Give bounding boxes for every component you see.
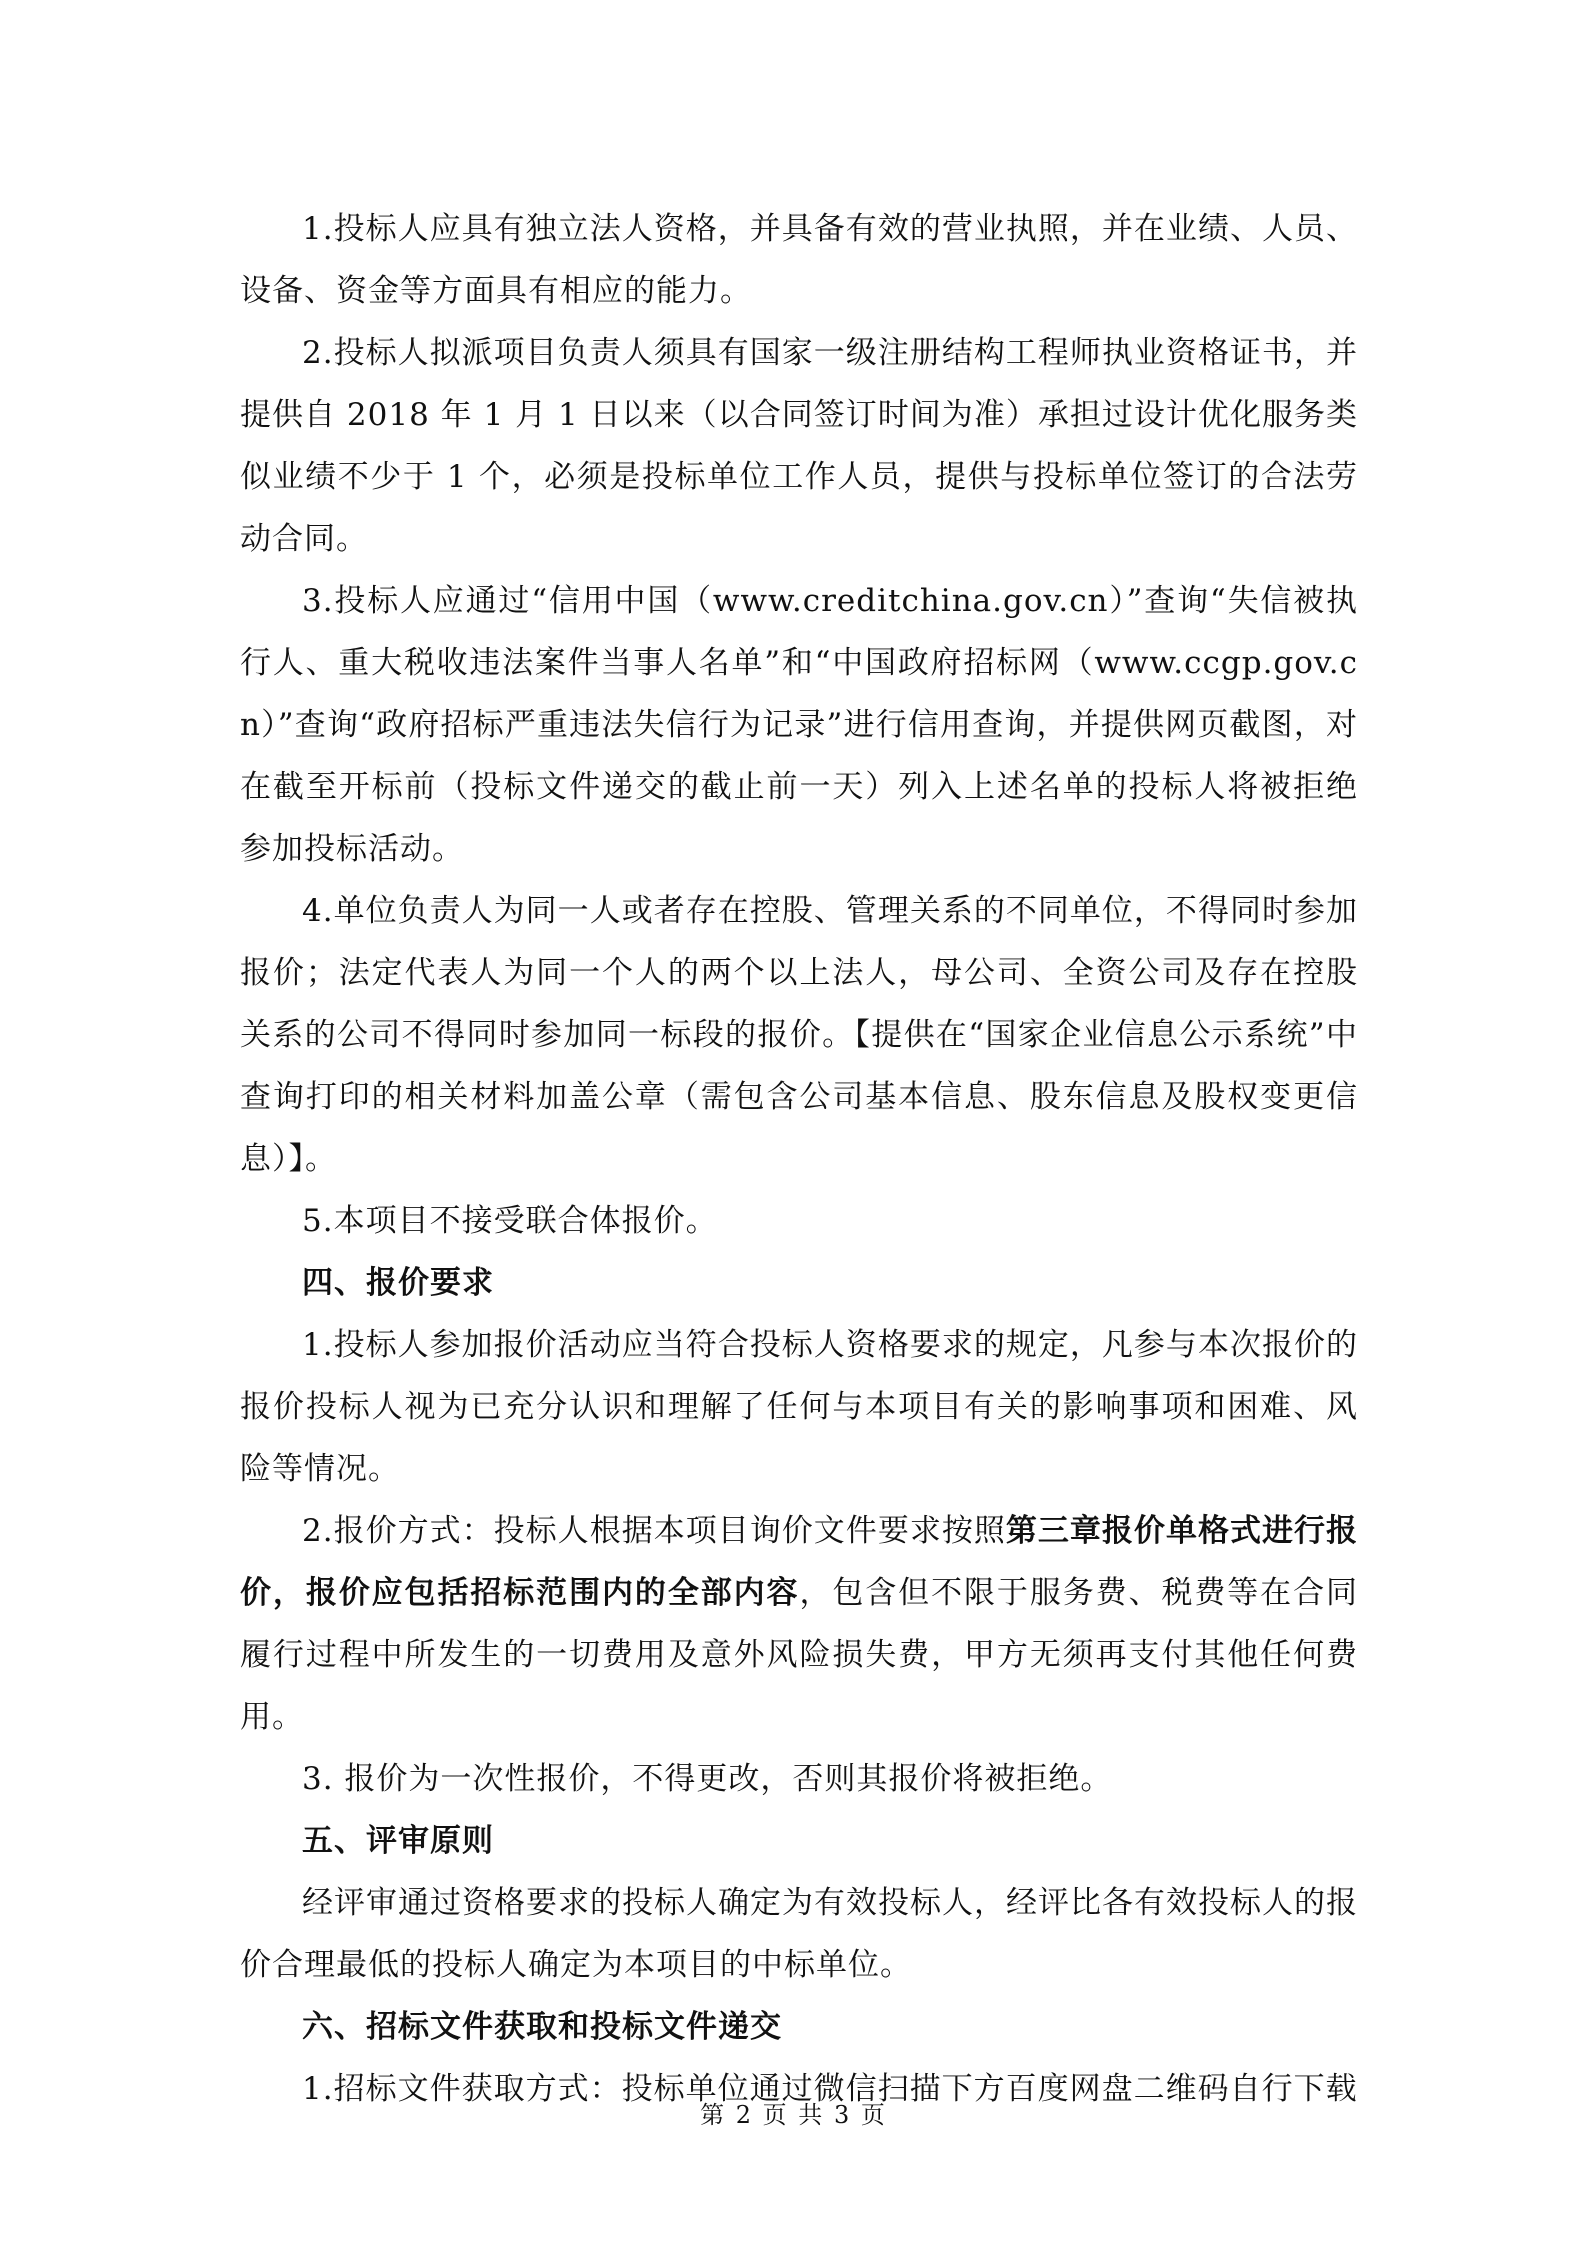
quote-paragraph-2-emphasis: 第三章报价单格式进行报价，报价应包括招标范围内的全部内容 [240, 1513, 1359, 1611]
review-paragraph-1: 经评审通过资格要求的投标人确定为有效投标人，经评比各有效投标人的报价合理最低的投标人确定为本项目的中标单位。 [240, 1885, 1358, 1983]
quote-paragraph-3: 3. 报价为一次性报价，不得更改，否则其报价将被拒绝。 [302, 1761, 1113, 1797]
section-heading-quote-requirements: 四、报价要求 [302, 1265, 494, 1301]
delivery-paragraph-1: 1.招标文件获取方式：投标单位通过微信扫描下方百度网盘二维码自行下载 [302, 2071, 1358, 2107]
quote-paragraph-1: 1.投标人参加报价活动应当符合投标人资格要求的规定，凡参与本次报价的报价投标人视为已充分认识和理解了任何与本项目有关的影响事项和困难、风险等情况。 [240, 1327, 1358, 1487]
requirement-paragraph-5: 5.本项目不接受联合体报价。 [302, 1203, 718, 1239]
requirement-paragraph-1: 1.投标人应具有独立法人资格，并具备有效的营业执照，并在业绩、人员、设备、资金等方面具有相应的能力。 [240, 211, 1358, 309]
quote-paragraph-2 [240, 1500, 1358, 1748]
requirement-paragraph-4: 4.单位负责人为同一人或者存在控股、管理关系的不同单位，不得同时参加报价；法定代表人为同一个人的两个以上法人，母公司、全资公司及存在控股关系的公司不得同时参加同一标段的报价。【提供在“国家企业信息公示系统”中查询打印的相关材料加盖公章（需包含公司基本信息、股东信息及股权变更信息）】。 [240, 893, 1358, 1177]
requirement-paragraph-3: 3.投标人应通过“信用中国（www.creditchina.gov.cn）”查询“失信被执行人、重大税收违法案件当事人名单”和“中国政府招标网（www.ccgp.gov.cn）”查询“政府招标严重违法失信行为记录”进行信用查询，并提供网页截图，对在截至开标前（投标文件递交的截止前一天）列入上述名单的投标人将被拒绝参加投标活动。 [240, 583, 1358, 867]
quote-paragraph-2-lead: 2.报价方式：投标人根据本项目询价文件要求按照 [302, 1513, 1006, 1549]
section-heading-document-delivery: 六、招标文件获取和投标文件递交 [302, 2009, 782, 2045]
document-body [240, 198, 1358, 2120]
section-heading-review-principles: 五、评审原则 [302, 1823, 494, 1859]
requirement-paragraph-2: 2.投标人拟派项目负责人须具有国家一级注册结构工程师执业资格证书，并提供自 2018 年 1 月 1 日以来（以合同签订时间为准）承担过设计优化服务类似业绩不少于 1 个，必须是投标单位工作人员，提供与投标单位签订的合法劳动合同。 [240, 335, 1358, 557]
page-number-footer: 第 2 页 共 3 页 [700, 2101, 887, 2129]
quote-paragraph-2-tail: ，包含但不限于服务费、税费等在合同履行过程中所发生的一切费用及意外风险损失费，甲方无须再支付其他任何费用。 [240, 1575, 1358, 1735]
